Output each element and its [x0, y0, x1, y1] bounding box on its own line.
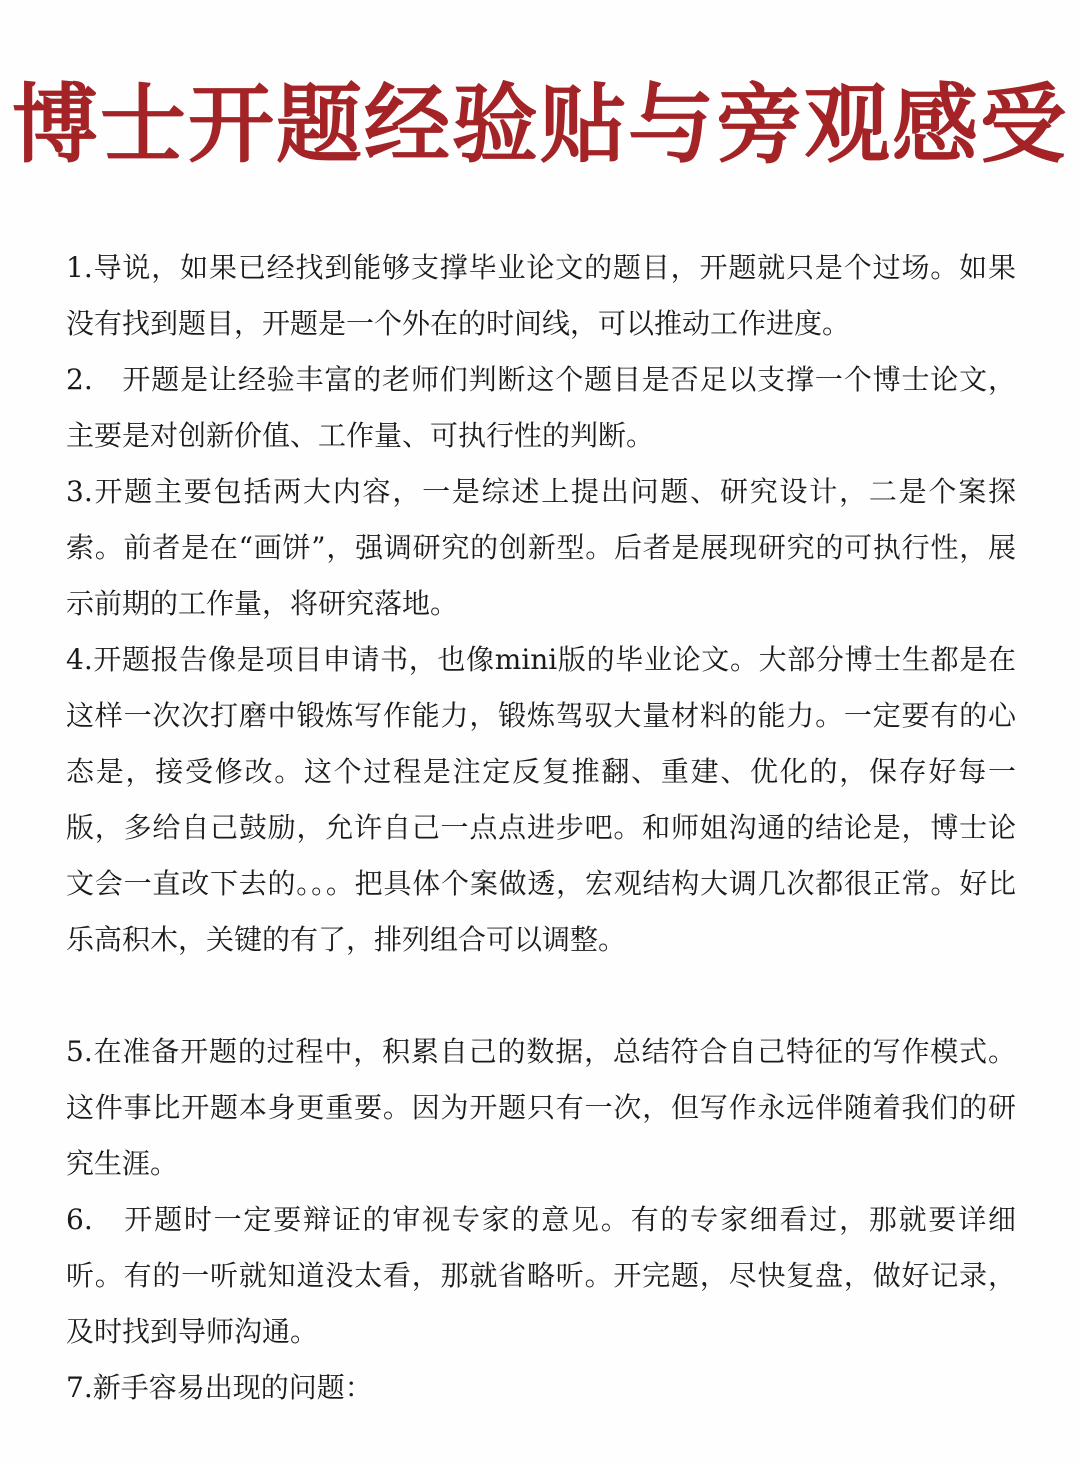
paragraph-5: 5.在准备开题的过程中，积累自己的数据，总结符合自己特征的写作模式。这件事比开题本身更重要。因为开题只有一次，但写作永远伴随着我们的研究生涯。: [66, 1035, 1016, 1180]
paragraph-7: 7.新手容易出现的问题：: [66, 1371, 373, 1404]
paragraph-4: 4.开题报告像是项目申请书，也像mini版的毕业论文。大部分博士生都是在这样一次次打磨中锻炼写作能力，锻炼驾驭大量材料的能力。一定要有的心态是，接受修改。这个过程是注定反复推翻、重建、优化的，保存好每一版，多给自己鼓励，允许自己一点点进步吧。和师姐沟通的结论是，博士论文会一直改下去的。。。把具体个案做透，宏观结构大调几次都很正常。好比乐高积木，关键的有了，排列组合可以调整。: [66, 643, 1016, 956]
paragraph-6: 6. 开题时一定要辩证的审视专家的意见。有的专家细看过，那就要详细听。有的一听就知道没太看，那就省略听。开完题，尽快复盘，做好记录，及时找到导师沟通。: [66, 1203, 1016, 1348]
paragraph-1: 1.导说，如果已经找到能够支撑毕业论文的题目，开题就只是个过场。如果没有找到题目，开题是一个外在的时间线，可以推动工作进度。: [66, 251, 1016, 340]
paragraph-2: 2. 开题是让经验丰富的老师们判断这个题目是否足以支撑一个博士论文，主要是对创新价值、工作量、可执行性的判断。: [66, 363, 1016, 452]
document-body: [66, 240, 1016, 1416]
page-title: 博士开题经验贴与旁观感受: [12, 74, 1068, 175]
paragraph-3: 3.开题主要包括两大内容，一是综述上提出问题、研究设计，二是个案探索。前者是在“画饼”，强调研究的创新型。后者是展现研究的可执行性，展示前期的工作量，将研究落地。: [66, 475, 1016, 620]
paragraph-spacer: [66, 968, 1016, 1024]
